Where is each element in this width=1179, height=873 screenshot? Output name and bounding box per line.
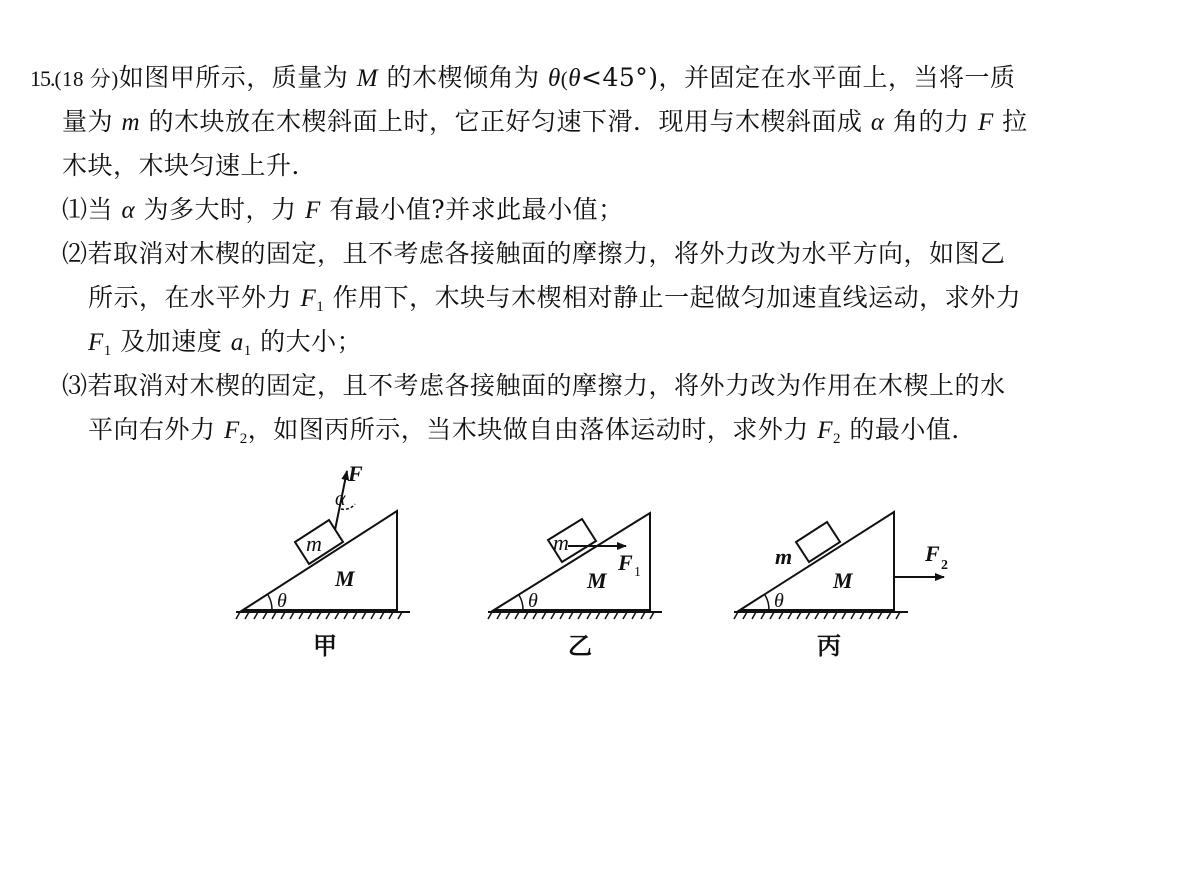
label-M: M bbox=[587, 568, 607, 593]
question-2 bbox=[30, 232, 1150, 276]
text: ，如图丙所示，当木块做自由落体运动时，求外力 bbox=[247, 415, 818, 444]
subscript: 2 bbox=[239, 431, 248, 447]
text: 若取消对木楔的固定，且不考虑各接触面的摩擦力，将外力改为水平方向，如图乙 bbox=[87, 239, 1006, 268]
angle-arc bbox=[268, 595, 272, 610]
text: 拉 bbox=[993, 107, 1028, 136]
question-label: ⑶ bbox=[62, 371, 88, 400]
var-F1: F bbox=[300, 285, 317, 312]
text: 若取消对木楔的固定，且不考虑各接触面的摩擦力，将外力改为作用在木楔上的水 bbox=[87, 371, 1006, 400]
var-theta: θ bbox=[568, 65, 581, 92]
var-M: M bbox=[356, 65, 379, 92]
problem-line-3: 木块，木块匀速上升． bbox=[62, 151, 318, 180]
text: 角的力 bbox=[884, 107, 978, 136]
caption-bing: 丙 bbox=[817, 634, 841, 660]
label-alpha: α bbox=[335, 488, 346, 510]
text: 的木楔倾角为 bbox=[378, 63, 548, 92]
question-2-line-3 bbox=[30, 320, 1150, 364]
label-m: m bbox=[306, 531, 322, 556]
figure-yi-labels bbox=[528, 530, 641, 660]
label-theta: θ bbox=[528, 590, 538, 612]
question-3 bbox=[30, 364, 1150, 408]
wedge bbox=[740, 512, 894, 610]
question-2-line-2 bbox=[30, 276, 1150, 320]
subscript: 1 bbox=[316, 299, 325, 315]
label-F: F bbox=[618, 550, 633, 575]
ground-hatch bbox=[488, 612, 654, 619]
label-m: m bbox=[775, 544, 793, 569]
problem-number: 15. bbox=[30, 66, 55, 91]
subscript: 1 bbox=[103, 343, 112, 359]
var-F2: F bbox=[817, 417, 833, 444]
ground-hatch bbox=[236, 612, 402, 619]
subscript: 1 bbox=[243, 343, 252, 359]
label-F: F bbox=[348, 461, 363, 486]
text: ( bbox=[560, 67, 569, 91]
text: 的木块放在木楔斜面上时，它正好匀速下滑．现用与木楔斜面成 bbox=[140, 107, 871, 136]
subscript: 2 bbox=[832, 431, 841, 447]
text: 当 bbox=[87, 195, 122, 224]
problem-line-1 bbox=[30, 56, 1150, 100]
text: 及加速度 bbox=[111, 327, 231, 356]
question-3-line-2 bbox=[30, 408, 1150, 452]
var-alpha: α bbox=[121, 197, 136, 224]
text: 平向右外力 bbox=[88, 415, 224, 444]
label-theta: θ bbox=[277, 590, 287, 612]
var-F: F bbox=[305, 197, 321, 224]
label-F: F bbox=[925, 541, 940, 566]
angle-arc bbox=[765, 595, 769, 610]
question-label: ⑵ bbox=[62, 239, 88, 268]
text: 有最小值?并求此最小值； bbox=[320, 195, 624, 224]
text: 的最小值． bbox=[840, 415, 977, 444]
var-a1: a bbox=[230, 329, 244, 356]
caption-yi: 乙 bbox=[568, 634, 592, 660]
ground-hatch bbox=[734, 612, 900, 619]
var-theta: θ bbox=[547, 65, 561, 92]
label-M: M bbox=[335, 566, 355, 591]
text: 为多大时，力 bbox=[135, 195, 305, 224]
problem-line-2 bbox=[30, 100, 1150, 144]
text: 量为 bbox=[62, 107, 122, 136]
figures bbox=[0, 455, 1179, 665]
question-1 bbox=[30, 188, 1150, 232]
caption-jia: 甲 bbox=[313, 634, 337, 660]
problem-score: (18 分) bbox=[54, 67, 119, 91]
label-theta: θ bbox=[774, 590, 784, 612]
var-F: F bbox=[977, 109, 994, 136]
var-alpha: α bbox=[870, 109, 885, 136]
var-F2: F bbox=[223, 417, 240, 444]
label-F-sub: 1 bbox=[634, 565, 641, 580]
figure-jia bbox=[236, 471, 410, 619]
label-M: M bbox=[833, 568, 853, 593]
figure-bing bbox=[734, 512, 944, 619]
text: 所示，在水平外力 bbox=[88, 283, 301, 312]
var-m: m bbox=[121, 109, 141, 136]
var-F1: F bbox=[88, 329, 104, 356]
question-label: ⑴ bbox=[62, 195, 88, 224]
label-m: m bbox=[553, 530, 569, 555]
text: 作用下，木块与木楔相对静止一起做匀加速直线运动，求外力 bbox=[324, 283, 1022, 312]
figure-bing-labels bbox=[774, 541, 948, 660]
label-F-sub: 2 bbox=[941, 558, 948, 573]
problem-text bbox=[30, 56, 1150, 452]
angle-arc bbox=[519, 595, 523, 610]
block bbox=[796, 522, 840, 562]
text: <45°)，并固定在水平面上，当将一质 bbox=[581, 63, 1016, 92]
text: 的大小； bbox=[251, 327, 363, 356]
text: 如图甲所示，质量为 bbox=[118, 63, 357, 92]
